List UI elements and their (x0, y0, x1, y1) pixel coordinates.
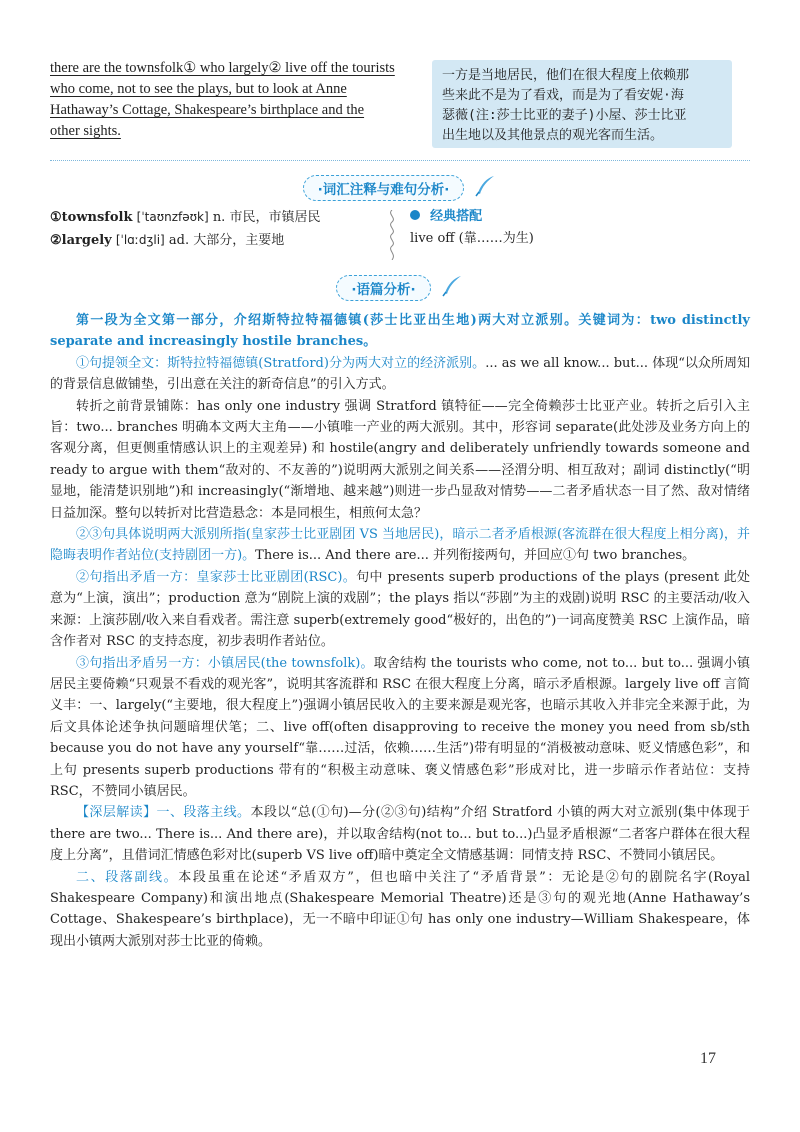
analysis-paragraph (50, 653, 750, 803)
page-number: 17 (700, 1050, 716, 1067)
vocab-word: ②largely (50, 233, 112, 248)
paragraph-text: 本段以“总(①句)—分(②③句)结构”介绍 Stratford 小镇的两大对立派别(集中体现于 there are two... There is... And there are)，并以取舍结构(not to... but to...)凸显矛盾根源“二者客户群体在很大程度上分离”，且借词汇情感色彩对比(superb VS live off)暗中奠定全文情感基调：同情支持 RSC、不赞同小镇居民。 (50, 805, 750, 864)
highlight-text: ②③句具体说明两大派别所指(皇家莎士比亚剧团 VS 当地居民)，暗示二者矛盾根源(客流群在很大程度上相分离)，并隐晦表明作者站位(支持剧团一方)。 (50, 527, 750, 564)
bullet-icon (410, 210, 420, 220)
vocab-word: ①townsfolk (50, 210, 133, 225)
paragraph-text: ... as we all know... but... 体现“以众所周知的背景信息做铺垫，引出意在关注的新奇信息”的引入方式。 (50, 355, 750, 393)
analysis-paragraph (50, 524, 750, 567)
passage-line: who come, not to see the plays, but to look at Anne (50, 81, 347, 97)
passage-line: there are the townsfolk① who largely② live off the tourists (50, 60, 395, 76)
divider (50, 160, 750, 161)
analysis-body (50, 310, 750, 952)
collocation-title: 经典搭配 (430, 209, 483, 224)
vocab-phonetic: [ˈtaʊnzfəʊk] (136, 210, 209, 224)
analysis-paragraph (50, 353, 750, 396)
analysis-section-header (0, 274, 800, 302)
translation-line: 些来此不是为了看戏，而是为了看安妮·海 (442, 88, 684, 103)
vocab-item (50, 206, 380, 229)
paragraph-text: There is... And there are... 并列衔接两句，并回应①句 two branches。 (255, 548, 696, 564)
vocab-section-header (0, 174, 800, 202)
translation-line: 瑟薇(注:莎士比亚的妻子)小屋、莎士比亚 (442, 108, 687, 123)
vocab-phonetic: [ˈlɑːdʒli] (115, 233, 165, 247)
collocation-block (410, 206, 740, 250)
paragraph-text: 句中 presents superb productions of the plays (present 此处意为“上演，演出”；production 意为“剧院上演的戏剧”；the plays 指以“莎剧”为主的戏剧)说明 RSC 的主要活动/收入来源：上演莎剧/收入来自看戏者。需注意 superb(extremely good“极好的，出色的”)一词高度赞美 RSC 上演作品，暗含作者对 RSC 的支持态度，初步表明作者站位。 (50, 569, 750, 650)
paragraph-text: 取舍结构 the tourists who come, not to... but to... 强调小镇居民主要倚赖“只观景不看戏的观光客”，说明其客流群和 RSC 在很大程度上分离，暗示矛盾根源。largely live off 言简义丰：一、largely(“主要地，很大程度上”)强调小镇居民收入的主要来源是观光客，也暗示其收入并非完全来源于此，为后文具体论述争执问题暗埋伏笔；二、live off(often disapproving to receive the money you need from sb/sth because you do not have any yourself“靠……过活，依赖……生活”)带有明显的“消极被动意味、贬义情感色彩”，和上句 presents superb productions 带有的“积极主动意味、褒义情感色彩”形成对比，进一步暗示作者站位：支持 RSC，不赞同小镇居民。 (50, 655, 750, 799)
vocab-section-title: ·词汇注释与难句分析· (303, 175, 465, 201)
analysis-paragraph (50, 567, 750, 653)
collocation-text: live off (靠……为生) (410, 231, 534, 246)
binding-divider (387, 210, 397, 260)
analysis-paragraph (50, 867, 750, 953)
highlight-text: 二、段落副线。 (76, 869, 179, 885)
vocab-item (50, 229, 380, 252)
translation-box (432, 60, 732, 148)
quill-icon (440, 274, 464, 298)
highlight-text: ②句指出矛盾一方：皇家莎士比亚剧团(RSC)。 (76, 569, 357, 585)
passage-english (50, 58, 418, 142)
analysis-paragraph: 第一段为全文第一部分，介绍斯特拉特福德镇(莎士比亚出生地)两大对立派别。关键词为：two distinctly separate and increasingly hostile branches。 (50, 313, 750, 350)
paragraph-text: 本段虽重在论述“矛盾双方”，但也暗中关注了“矛盾背景”：无论是②句的剧院名字(Royal Shakespeare Company)和演出地点(Shakespeare Memorial Theatre)还是③句的观光地(Anne Hathaway’s Cottage、Shakespeare’s birthplace)，无一不暗中印证①句 has only one industry—William Shakespeare，体现出小镇两大派别对莎士比亚的倚赖。 (50, 869, 750, 949)
analysis-paragraph: 转折之前背景铺陈：has only one industry 强调 Stratford 镇特征——完全倚赖莎士比亚产业。转折之后引入主旨：two... branches 明确本文两大主角——小镇唯一产业的两大派别。其中，形容词 separate(此处涉及业务方向上的客观分离，但更侧重情感认识上的主观差异) 和 hostile(angry and deliberately unfriendly towards someone and ready to argue with them“敌对的、不友善的”)说明两大派别之间关系——泾渭分明、相互敌对；副词 distinctly(“明显地，能清楚识别地”)和 increasingly(“渐增地、越来越”)则进一步凸显敌对情势——二者矛盾状态一目了然、敌对情绪日益加深。整句以转折对比营造悬念：本是同根生，相煎何太急？ (50, 398, 750, 521)
vocab-definition: n. 市民，市镇居民 (212, 210, 321, 225)
vocab-list (50, 206, 380, 252)
highlight-text: ③句指出矛盾另一方：小镇居民(the townsfolk)。 (76, 655, 374, 671)
highlight-text: ①句提领全文：斯特拉特福德镇(Stratford)分为两大对立的经济派别。 (76, 355, 486, 371)
vocab-definition: ad. 大部分，主要地 (168, 233, 285, 248)
translation-line: 出生地以及其他景点的观光客而生活。 (442, 128, 664, 143)
passage-line: Hathaway’s Cottage, Shakespeare’s birthplace and the (50, 102, 365, 118)
analysis-paragraph (50, 802, 750, 866)
quill-icon (473, 174, 497, 198)
analysis-section-title: ·语篇分析· (336, 275, 430, 301)
highlight-text: 【深层解读】一、段落主线。 (76, 805, 251, 821)
translation-line: 一方是当地居民，他们在很大程度上依赖那 (442, 68, 690, 83)
passage-line: other sights. (50, 123, 121, 139)
